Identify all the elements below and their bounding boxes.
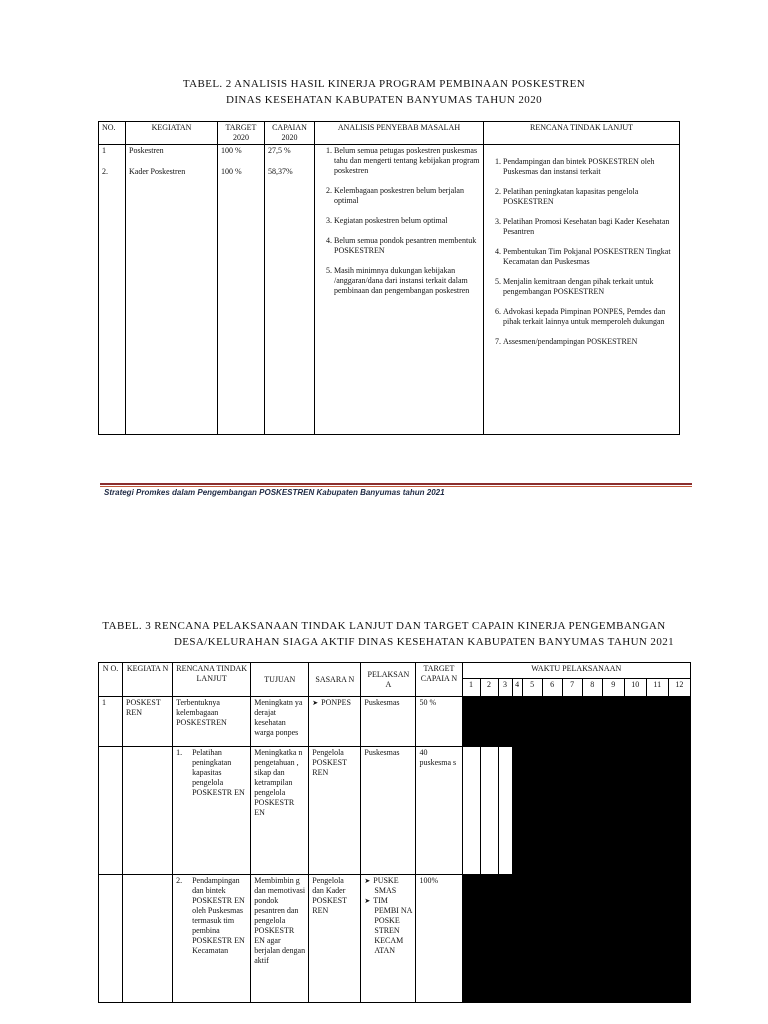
schedule-empty-cell [498, 747, 512, 875]
month-header: 5 [522, 679, 542, 697]
table2-header-capaian: CAPAIAN 2020 [265, 122, 315, 145]
rencana-item: 4. Pembentukan Tim Pokjanal POSKESTREN Tingkat Kecamatan dan Puskesmas [503, 247, 676, 267]
table2-row-capaian: 58,37% [268, 167, 293, 176]
schedule-filled-block [462, 875, 690, 1003]
arrow-bullet-icon [364, 876, 373, 885]
table2-header-no: NO. [99, 122, 126, 145]
table3-row-rencana: 2. Pendampingan dan bintek POSKESTR EN oleh Puskesmas termasuk tim pembina POSKESTR EN Kecamatan [173, 875, 251, 1003]
rencana-item: 3. Pelatihan Promosi Kesehatan bagi Kader Kesehatan Pesantren [503, 217, 676, 237]
month-header: 2 [480, 679, 498, 697]
rencana-item: 5. Menjalin kemitraan dengan pihak terkait untuk pengembangan POSKESTREN [503, 277, 676, 297]
table3-row-kegiatan: POSKEST REN [123, 697, 173, 747]
month-header: 12 [668, 679, 690, 697]
schedule-empty-cell [480, 747, 498, 875]
analisis-item: 5. Masih minimnya dukungan kebijakan /anggaran/dana dari instansi terkait dalam pembinaan dan pengembangan poskestren [334, 266, 480, 296]
month-header: 10 [624, 679, 646, 697]
footer-rule-secondary [100, 486, 692, 487]
table3-row-pelaksana: Puskesmas [361, 697, 416, 747]
month-header: 4 [512, 679, 522, 697]
table2-header-kegiatan: KEGIATAN [126, 122, 218, 145]
table3 [98, 662, 691, 1003]
schedule-empty-cell [462, 747, 480, 875]
schedule-filled-block [512, 747, 690, 875]
table2-header-target: TARGET 2020 [218, 122, 265, 145]
month-header: 9 [602, 679, 624, 697]
table3-row-rencana: 1. Pelatihan peningkatan kapasitas pengelola POSKESTR EN [173, 747, 251, 875]
table2-kegiatan-cell [126, 145, 218, 435]
rencana-item: 1. Pendampingan dan bintek POSKESTREN oleh Puskesmas dan instansi terkait [503, 157, 676, 177]
table2-header-rencana: RENCANA TINDAK LANJUT [484, 122, 680, 145]
table2-title-line2: DINAS KESEHATAN KABUPATEN BANYUMAS TAHUN 2020 [225, 94, 542, 106]
table3-header-rencana: RENCANA TINDAK LANJUT [173, 663, 251, 697]
month-header: 6 [542, 679, 562, 697]
table3-header-waktu: WAKTU PELAKSANAAN [462, 663, 690, 679]
table2-no-cell [99, 145, 126, 435]
month-header: 1 [462, 679, 480, 697]
table3-row-sasaran: ➤ PONPES [309, 697, 361, 747]
table2-target-cell [218, 145, 265, 435]
month-header: 8 [582, 679, 602, 697]
table2-header-analisis: ANALISIS PENYEBAB MASALAH [315, 122, 484, 145]
table2-analisis-cell [315, 145, 484, 435]
table2-rencana-cell [484, 145, 680, 435]
table3-header-tujuan: TUJUAN [251, 663, 309, 697]
rencana-item: 2. Pelatihan peningkatan kapasitas pengelola POSKESTREN [503, 187, 676, 207]
table2-row-target: 100 % [221, 167, 242, 176]
rencana-item: 6. Advokasi kepada Pimpinan PONPES, Pemdes dan pihak terkait lainnya untuk memperoleh dukungan [503, 307, 676, 327]
table2 [98, 121, 680, 435]
table2-row-kegiatan: Kader Poskestren [129, 167, 186, 176]
table3-title-line1: TABEL. 3 RENCANA PELAKSANAAN TINDAK LANJUT DAN TARGET CAPAIN KINERJA PENGEMBANGAN [102, 620, 666, 632]
table3-row-pelaksana [361, 875, 416, 1003]
table3-row-target: 40 puskesma s [416, 747, 462, 875]
table2-row-capaian: 27,5 % [268, 146, 291, 155]
table3-row-tujuan: Meningkatn ya derajat kesehatan warga ponpes [251, 697, 309, 747]
list-item: ➤ PUSKE SMAS [364, 876, 412, 896]
analisis-item: 3. Kegiatan poskestren belum optimal [334, 216, 480, 226]
month-header: 3 [498, 679, 512, 697]
table3-row-tujuan: Membimbin g dan memotivasi pondok pesantren dan pengelola POSKESTR EN agar berjalan dengan aktif [251, 875, 309, 1003]
analisis-item: 4. Belum semua pondok pesantren membentuk POSKESTREN [334, 236, 480, 256]
table-row [99, 747, 691, 875]
table2-row-no: 1 [102, 146, 106, 155]
list-item: ➤ TIM PEMBI NA POSKE STREN KECAM ATAN [364, 896, 412, 956]
table2-capaian-cell [265, 145, 315, 435]
footer-rule [100, 483, 692, 485]
rencana-item: 7. Assesmen/pendampingan POSKESTREN [503, 337, 676, 347]
arrow-bullet-icon [364, 896, 373, 905]
table2-title-line1: TABEL. 2 ANALISIS HASIL KINERJA PROGRAM PEMBINAAN POSKESTREN [182, 78, 586, 90]
table2-row-kegiatan: Poskestren [129, 146, 164, 155]
table3-header-target: TARGET CAPAIA N [416, 663, 462, 697]
table3-row-rencana: Terbentuknya kelembagaan POSKESTREN [173, 697, 251, 747]
table3-row-sasaran: Pengelola dan Kader POSKEST REN [309, 875, 361, 1003]
table3-row-tujuan: Meningkatka n pengetahuan , sikap dan ketrampilan pengelola POSKESTR EN [251, 747, 309, 875]
schedule-filled-block [462, 697, 690, 747]
table3-row-no: 1 [99, 697, 123, 747]
rencana-list [487, 157, 676, 347]
month-header: 7 [562, 679, 582, 697]
table3-row-sasaran: Pengelola POSKEST REN [309, 747, 361, 875]
table2-row-target: 100 % [221, 146, 242, 155]
table3-row-pelaksana: Puskesmas [361, 747, 416, 875]
analisis-list [318, 146, 480, 296]
month-header: 11 [646, 679, 668, 697]
page-footer: Strategi Promkes dalam Pengembangan POSKESTREN Kabupaten Banyumas tahun 2021 [104, 488, 445, 497]
arrow-bullet-icon [312, 698, 321, 707]
table3-header-sasaran: SASARA N [309, 663, 361, 697]
pelaksana-list [364, 876, 412, 956]
table2-row-no: 2. [102, 167, 108, 176]
analisis-item: 1. Belum semua petugas poskestren puskesmas tahu dan mengerti tentang kebijakan program poskestren [334, 146, 480, 176]
table-row [99, 697, 691, 747]
table3-title-line2: DESA/KELURAHAN SIAGA AKTIF DINAS KESEHATAN KABUPATEN BANYUMAS TAHUN 2021 [173, 636, 675, 648]
table3-header-kegiatan: KEGIATA N [123, 663, 173, 697]
table-row [99, 875, 691, 1003]
analisis-item: 2. Kelembagaan poskestren belum berjalan optimal [334, 186, 480, 206]
table3-header-pelaksana: PELAKSAN A [361, 663, 416, 697]
table3-row-target: 100% [416, 875, 462, 1003]
table3-header-no: N O. [99, 663, 123, 697]
table3-row-target: 50 % [416, 697, 462, 747]
